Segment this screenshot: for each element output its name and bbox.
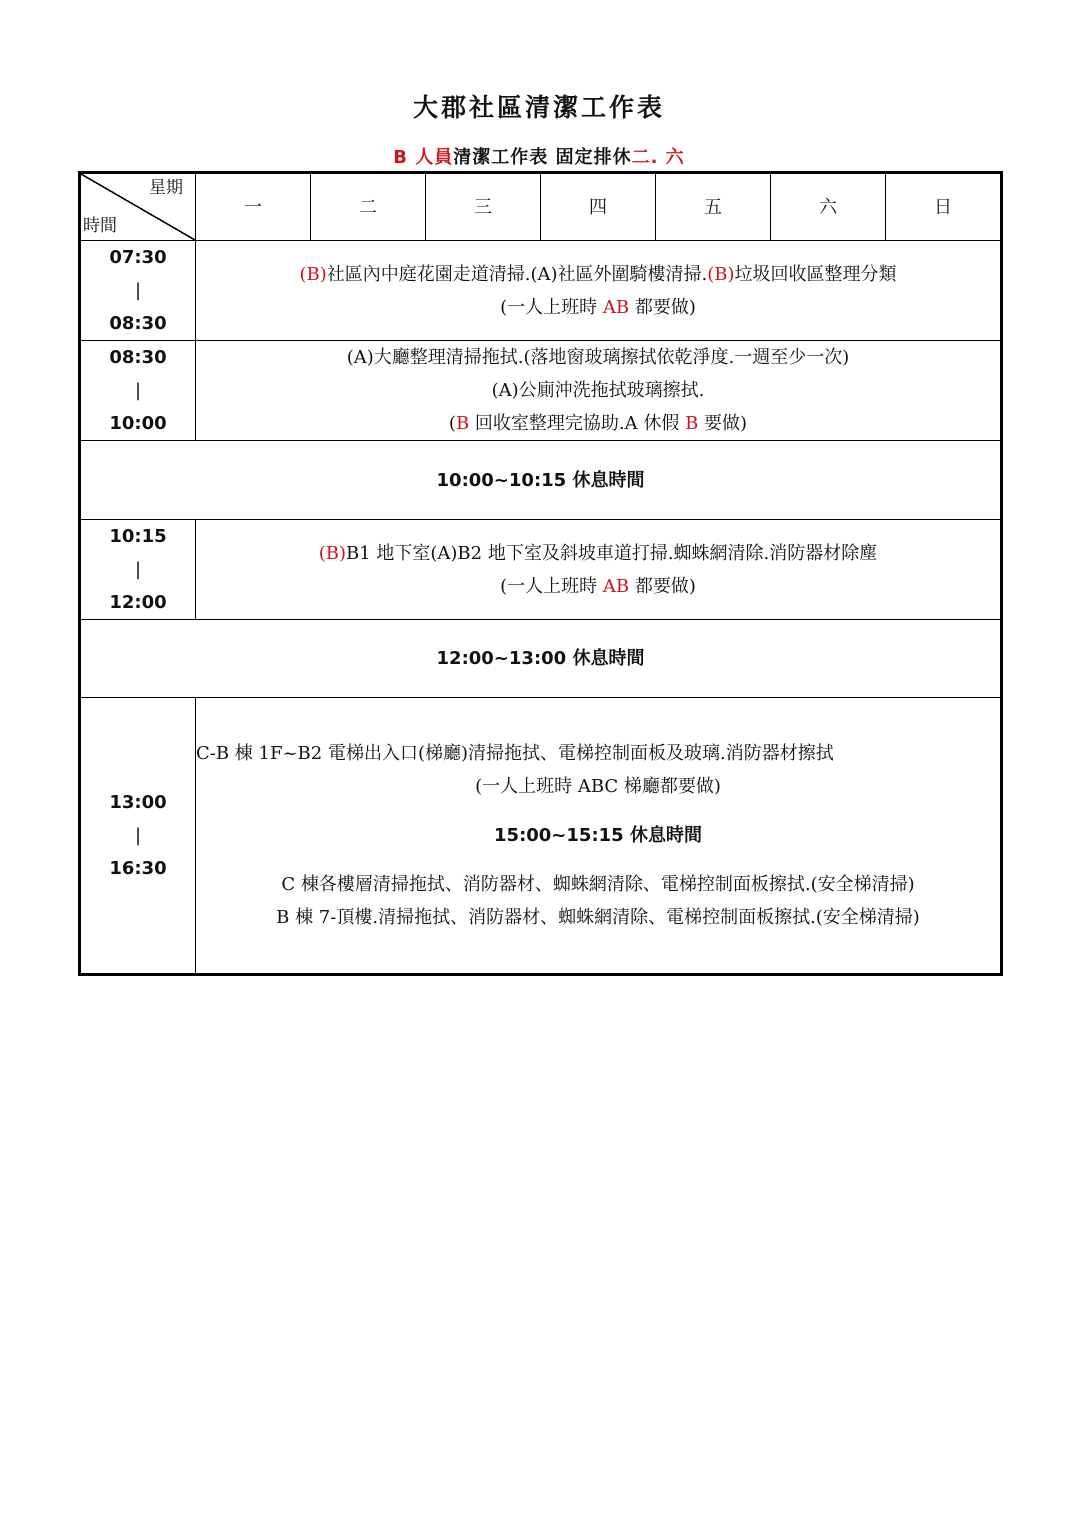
break-time-label: 12:00~13:00 休息時間 — [80, 620, 1002, 698]
task-line: C 棟各樓層清掃拖拭、消防器材、蜘蛛網清除、電梯控制面板擦拭.(安全梯清掃) — [281, 874, 915, 895]
table-row — [80, 698, 1002, 975]
task-cell — [196, 520, 1002, 620]
task-note: (一人上班時 AB 都要做) — [500, 575, 696, 597]
task-line: C-B 棟 1F~B2 電梯出入口(梯廳)清掃拖拭、電梯控制面板及玻璃.消防器材擦拭 — [196, 743, 834, 764]
task-cell — [196, 241, 1002, 341]
day-header-sat: 六 — [771, 173, 886, 241]
task-note: (一人上班時 ABC 梯廳都要做) — [475, 776, 721, 797]
day-header-wed: 三 — [426, 173, 541, 241]
day-header-tue: 二 — [311, 173, 426, 241]
task-cell — [196, 341, 1002, 441]
day-header-thu: 四 — [541, 173, 656, 241]
day-header-mon: 一 — [196, 173, 311, 241]
task-cell — [196, 698, 1002, 975]
break-row — [80, 620, 1002, 698]
day-header-sun: 日 — [886, 173, 1002, 241]
time-cell: 07:30 | 08:30 — [80, 241, 196, 341]
task-note: (一人上班時 AB 都要做) — [500, 296, 696, 318]
table-row — [80, 520, 1002, 620]
task-note: (B 回收室整理完協助.A 休假 B 要做) — [448, 413, 748, 434]
break-time-label: 15:00~15:15 休息時間 — [494, 825, 702, 846]
subtitle-staff: B 人員 — [393, 147, 454, 168]
day-header-fri: 五 — [656, 173, 771, 241]
page-subtitle — [0, 143, 1078, 169]
task-line: B 棟 7-頂樓.清掃拖拭、消防器材、蜘蛛網清除、電梯控制面板擦拭.(安全梯清掃) — [276, 907, 920, 928]
header-row — [80, 173, 1002, 241]
break-row — [80, 441, 1002, 520]
time-cell: 10:15 | 12:00 — [80, 520, 196, 620]
subtitle-text: 清潔工作表 固定排休 — [453, 147, 632, 168]
corner-weekday-label: 星期 — [149, 178, 183, 198]
break-time-label: 10:00~10:15 休息時間 — [80, 441, 1002, 520]
schedule-table — [78, 171, 1003, 976]
subtitle-days-off: 二. 六 — [631, 147, 685, 168]
task-line: (B)B1 地下室(A)B2 地下室及斜坡車道打掃.蜘蛛網清除.消防器材除塵 — [318, 542, 878, 564]
task-line: (A)公廁沖洗拖拭玻璃擦拭. — [491, 380, 705, 401]
table-row — [80, 241, 1002, 341]
time-cell: 13:00 | 16:30 — [80, 698, 196, 975]
task-line: (A)大廳整理清掃拖拭.(落地窗玻璃擦拭依乾淨度.一週至少一次) — [346, 347, 850, 368]
corner-cell — [80, 173, 196, 241]
table-row — [80, 341, 1002, 441]
corner-time-label: 時間 — [83, 216, 117, 236]
time-cell: 08:30 | 10:00 — [80, 341, 196, 441]
task-line: (B)社區內中庭花園走道清掃.(A)社區外圍騎樓清掃.(B)垃圾回收區整理分類 — [299, 263, 897, 285]
page-title: 大郡社區清潔工作表 — [412, 93, 665, 122]
